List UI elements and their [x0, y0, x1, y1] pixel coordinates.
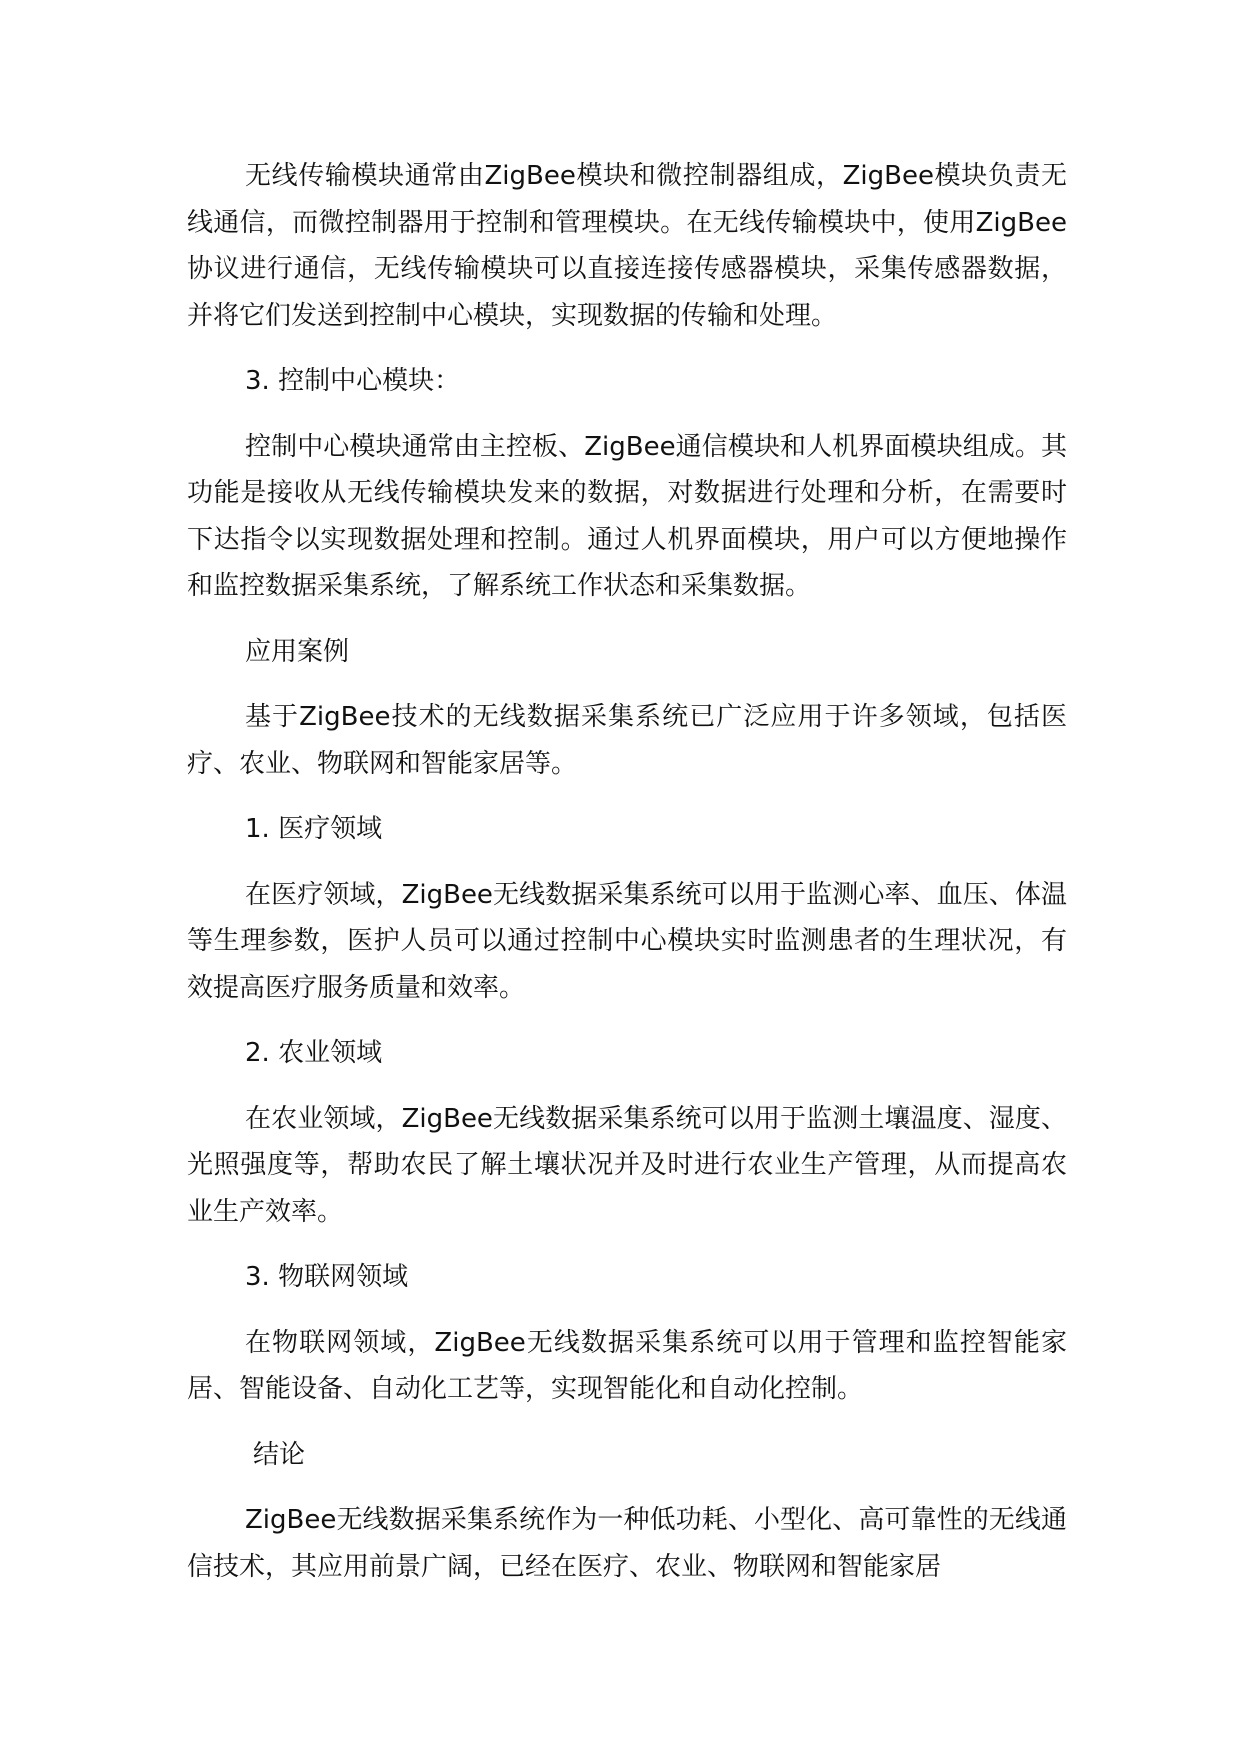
- paragraph-agriculture: 在农业领域，ZigBee无线数据采集系统可以用于监测土壤温度、湿度、光照强度等，帮助农民了解土壤状况并及时进行农业生产管理，从而提高农业生产效率。: [187, 1103, 1067, 1227]
- paragraph-control-center: 控制中心模块通常由主控板、ZigBee通信模块和人机界面模块组成。其功能是接收从无线传输模块发来的数据，对数据进行处理和分析，在需要时下达指令以实现数据处理和控制。通过人机界面模块，用户可以方便地操作和监控数据采集系统，了解系统工作状态和采集数据。: [187, 431, 1067, 601]
- paragraph-wireless-module: 无线传输模块通常由ZigBee模块和微控制器组成，ZigBee模块负责无线通信，而微控制器用于控制和管理模块。在无线传输模块中，使用ZigBee协议进行通信，无线传输模块可以直接连接传感器模块，采集传感器数据，并将它们发送到控制中心模块，实现数据的传输和处理。: [187, 161, 1067, 331]
- heading-application-cases: 应用案例: [245, 636, 350, 667]
- heading-iot: 3. 物联网领域: [245, 1262, 409, 1292]
- heading-control-center: 3. 控制中心模块：: [245, 366, 461, 396]
- heading-agriculture: 2. 农业领域: [245, 1038, 383, 1068]
- heading-conclusion: 结论: [253, 1439, 306, 1470]
- paragraph-iot: 在物联网领域，ZigBee无线数据采集系统可以用于管理和监控智能家居、智能设备、自动化工艺等，实现智能化和自动化控制。: [187, 1327, 1067, 1404]
- text-column: [187, 153, 1067, 1609]
- paragraph-application-intro: 基于ZigBee技术的无线数据采集系统已广泛应用于许多领域，包括医疗、农业、物联网和智能家居等。: [187, 702, 1067, 779]
- paragraph-conclusion: ZigBee无线数据采集系统作为一种低功耗、小型化、高可靠性的无线通信技术，其应用前景广阔，已经在医疗、农业、物联网和智能家居: [187, 1505, 1067, 1582]
- paragraph-medical: 在医疗领域，ZigBee无线数据采集系统可以用于监测心率、血压、体温等生理参数，医护人员可以通过控制中心模块实时监测患者的生理状况，有效提高医疗服务质量和效率。: [187, 879, 1067, 1003]
- heading-medical: 1. 医疗领域: [245, 814, 383, 844]
